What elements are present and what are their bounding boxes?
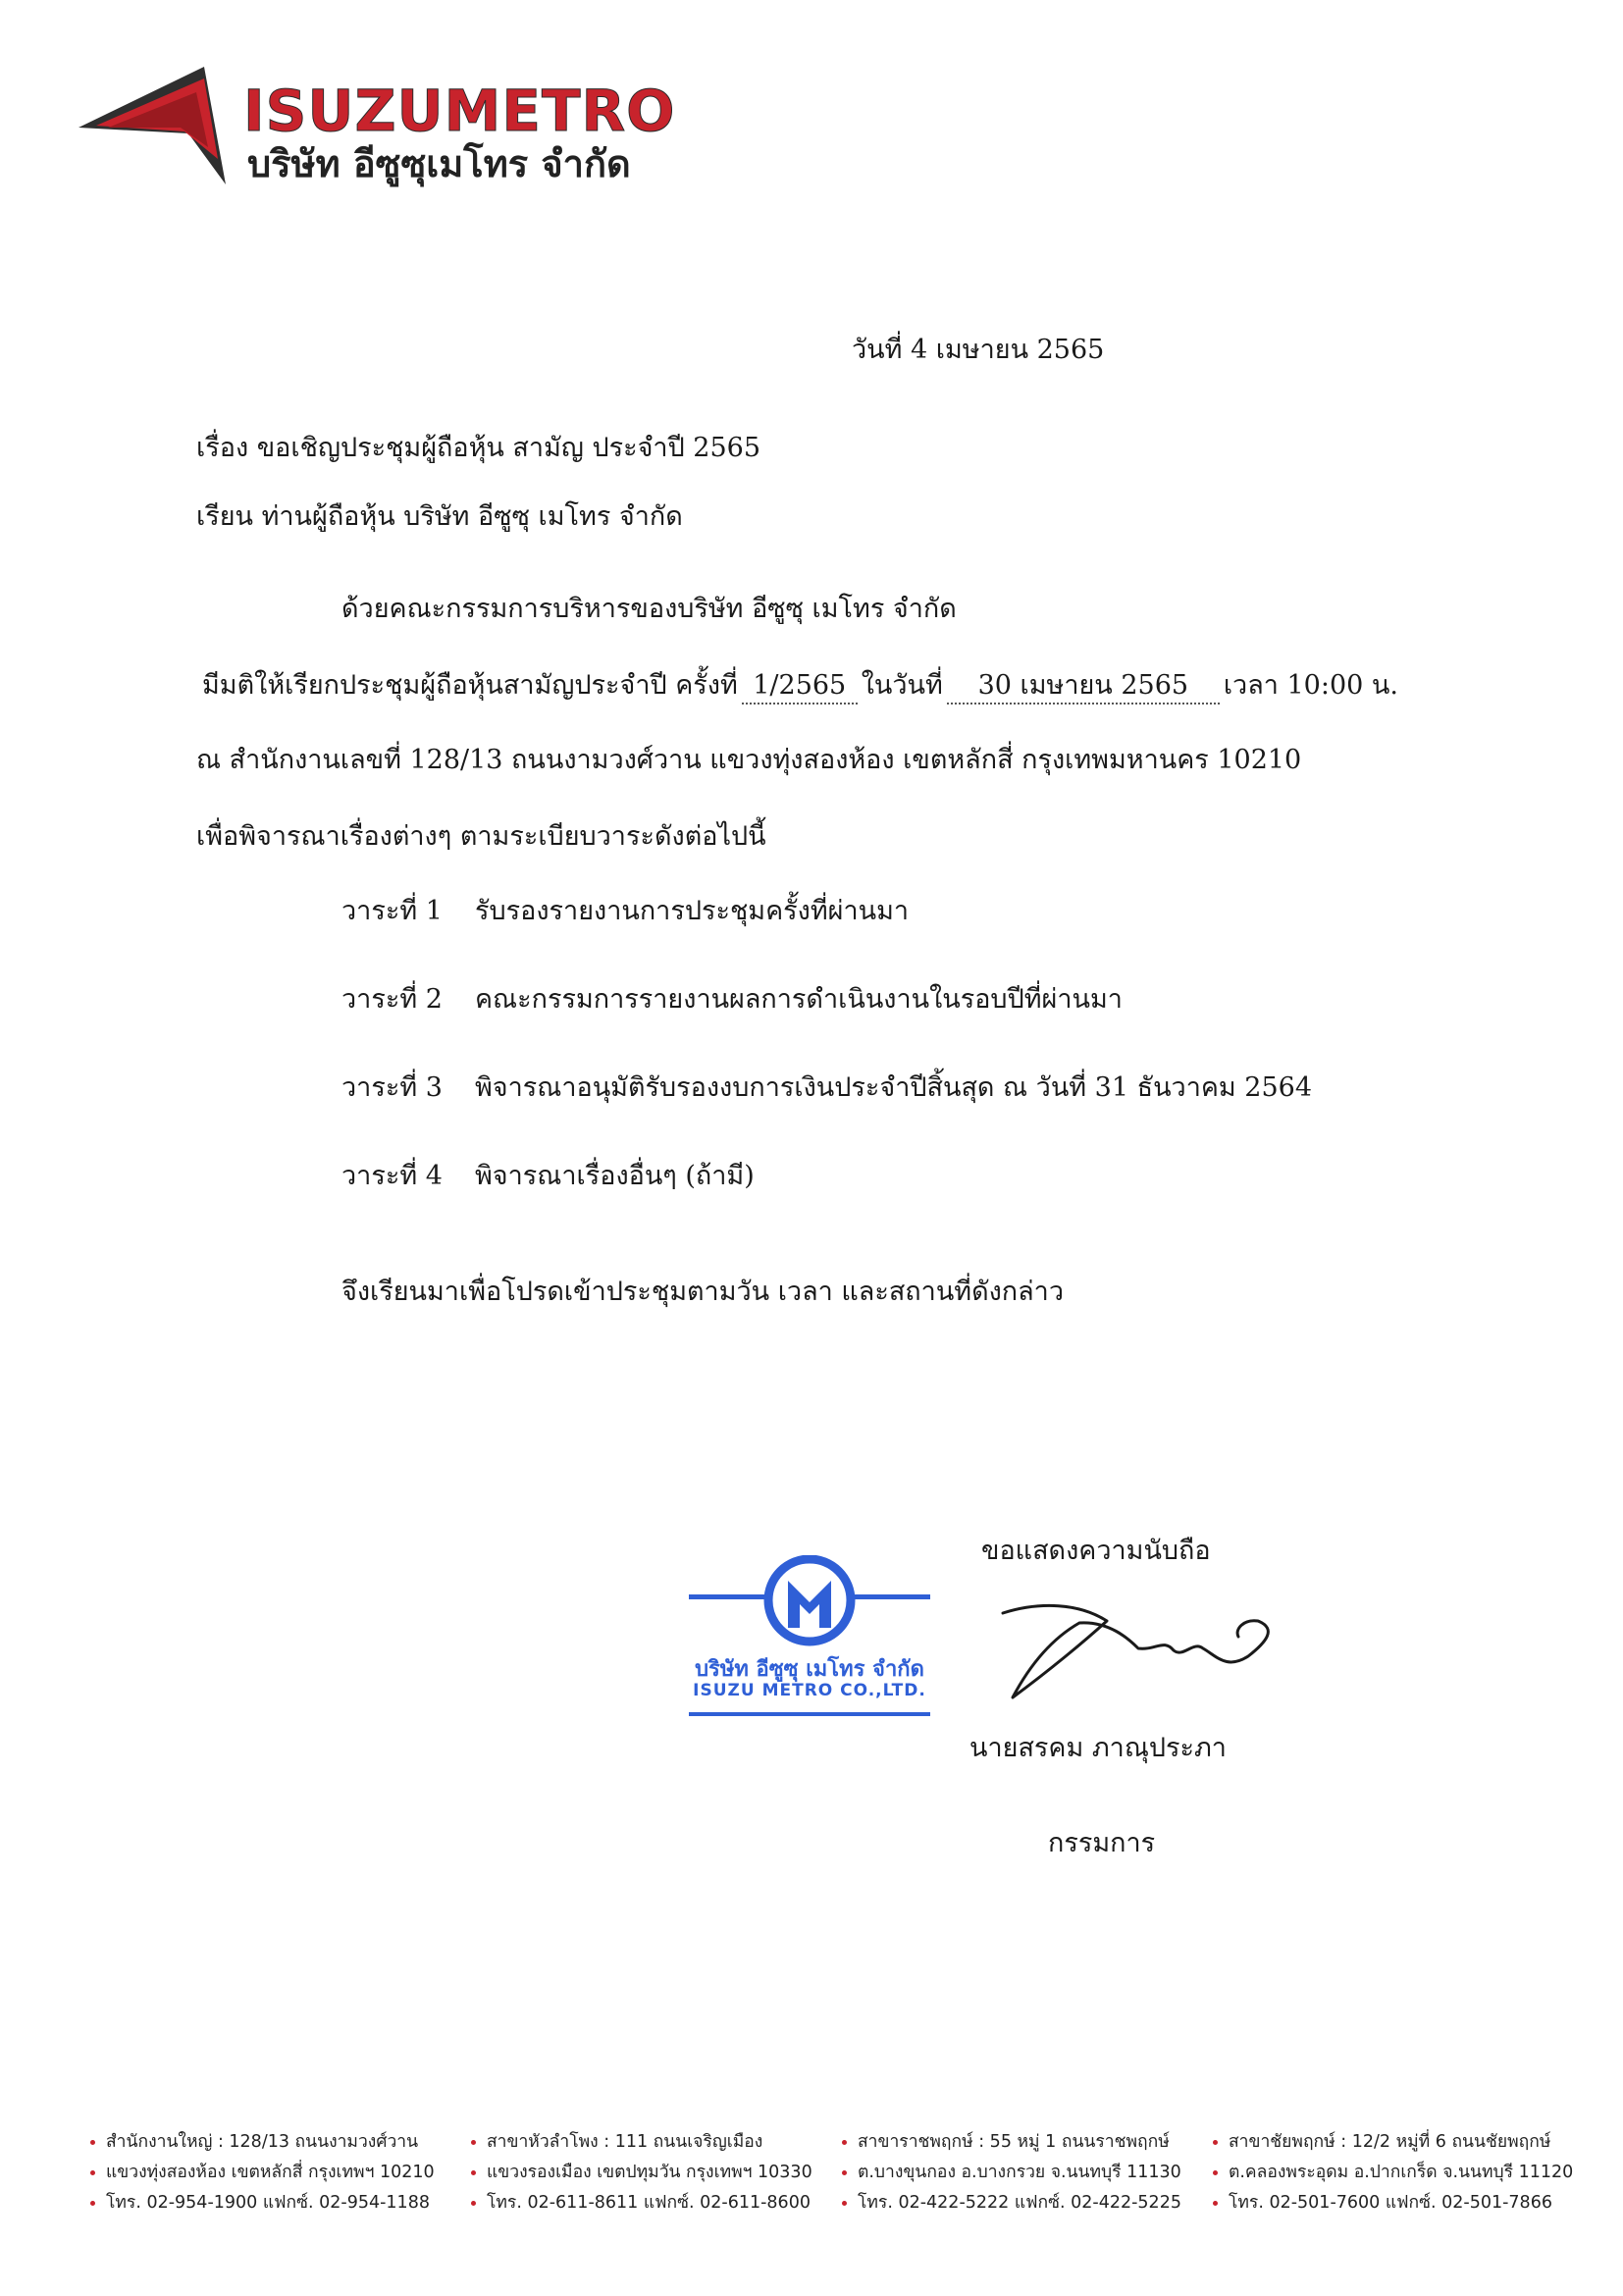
signer-name: นายสรคม ภาณุประภา	[969, 1733, 1227, 1763]
meeting-number: 1/2565	[742, 669, 858, 704]
body-purpose: เพื่อพิจารณาเรื่องต่างๆ ตามระเบียบวาระดังต่อไปนี้	[196, 821, 766, 852]
agenda-text: คณะกรรมการรายงานผลการดำเนินงานในรอบปีที่ผ่านมา	[475, 984, 1123, 1015]
agenda-label: วาระที่ 1	[341, 896, 443, 926]
letter-addressee: เรียน ท่านผู้ถือหุ้น บริษัท อีซูซุ เมโทร จำกัด	[196, 501, 683, 532]
resolution-prefix: มีมติให้เรียกประชุมผู้ถือหุ้นสามัญประจำปี ครั้งที่	[202, 670, 738, 701]
meeting-resolution-line	[202, 669, 1398, 704]
stamp-english-name: ISUZU METRO CO.,LTD.	[693, 1681, 926, 1700]
meeting-location: ณ สำนักงานเลขที่ 128/13 ถนนงามวงศ์วาน แขวงทุ่งสองห้อง เขตหลักสี่ กรุงเทพมหานคร 10210	[196, 745, 1302, 775]
footer-line: สำนักงานใหญ่ : 128/13 ถนนงามวงศ์วาน	[90, 2127, 435, 2158]
footer-branch-hua-lamphong	[471, 2127, 812, 2218]
closing-sentence: จึงเรียนมาเพื่อโปรดเข้าประชุมตามวัน เวลา และสถานที่ดังกล่าว	[341, 1277, 1065, 1307]
footer-branch-chaiyaphruek	[1213, 2127, 1573, 2218]
footer-line: สาขาชัยพฤกษ์ : 12/2 หมู่ที่ 6 ถนนชัยพฤกษ์	[1213, 2127, 1573, 2158]
brand-name: ISUZUMETRO	[243, 78, 676, 144]
footer-line: โทร. 02-422-5222 แฟกซ์. 02-422-5225	[842, 2188, 1181, 2218]
footer-line: แขวงทุ่งสองห้อง เขตหลักสี่ กรุงเทพฯ 10210	[90, 2158, 435, 2188]
company-stamp	[687, 1555, 932, 1722]
stamp-thai-name: บริษัท อีซูซุ เมโทร จำกัด	[695, 1657, 924, 1682]
footer-branch-ratchaphruek	[842, 2127, 1181, 2218]
agenda-text: พิจารณาอนุมัติรับรองงบการเงินประจำปีสิ้นสุด ณ วันที่ 31 ธันวาคม 2564	[475, 1072, 1313, 1103]
footer-line: ต.คลองพระอุดม อ.ปากเกร็ด จ.นนทบุรี 11120	[1213, 2158, 1573, 2188]
agenda-label: วาระที่ 3	[341, 1072, 443, 1103]
letter-subject: เรื่อง ขอเชิญประชุมผู้ถือหุ้น สามัญ ประจำปี 2565	[196, 433, 761, 463]
meeting-time: เวลา 10:00 น.	[1223, 670, 1398, 701]
agenda-label: วาระที่ 4	[341, 1161, 443, 1191]
agenda-text: รับรองรายงานการประชุมครั้งที่ผ่านมา	[475, 896, 910, 926]
sign-off: ขอแสดงความนับถือ	[981, 1536, 1211, 1566]
footer-line: โทร. 02-501-7600 แฟกซ์. 02-501-7866	[1213, 2188, 1573, 2218]
footer-line: ต.บางขุนกอง อ.บางกรวย จ.นนทบุรี 11130	[842, 2158, 1181, 2188]
agenda-text: พิจารณาเรื่องอื่นๆ (ถ้ามี)	[475, 1161, 755, 1191]
footer-line: สาขาหัวลำโพง : 111 ถนนเจริญเมือง	[471, 2127, 812, 2158]
footer-line: แขวงรองเมือง เขตปทุมวัน กรุงเทพฯ 10330	[471, 2158, 812, 2188]
signer-title: กรรมการ	[1048, 1828, 1156, 1858]
agenda-item	[341, 983, 1123, 1017]
agenda-label: วาระที่ 2	[341, 984, 443, 1015]
agenda-item	[341, 1160, 755, 1193]
brand-thai-name: บริษัท อีซูซุเมโทร จำกัด	[247, 142, 631, 185]
footer-branch-head-office	[90, 2127, 435, 2218]
company-logo	[79, 57, 707, 194]
footer-line: สาขาราชพฤกษ์ : 55 หมู่ 1 ถนนราชพฤกษ์	[842, 2127, 1181, 2158]
footer-line: โทร. 02-611-8611 แฟกซ์. 02-611-8600	[471, 2188, 812, 2218]
agenda-item	[341, 895, 909, 928]
body-intro: ด้วยคณะกรรมการบริหารของบริษัท อีซูซุ เมโทร จำกัด	[341, 594, 957, 624]
agenda-item	[341, 1071, 1312, 1105]
letter-date: วันที่ 4 เมษายน 2565	[852, 335, 1105, 365]
meeting-date: 30 เมษายน 2565	[947, 669, 1220, 704]
footer-line: โทร. 02-954-1900 แฟกซ์. 02-954-1188	[90, 2188, 435, 2218]
on-date-label: ในวันที่	[861, 670, 943, 701]
handwritten-signature	[991, 1599, 1285, 1707]
